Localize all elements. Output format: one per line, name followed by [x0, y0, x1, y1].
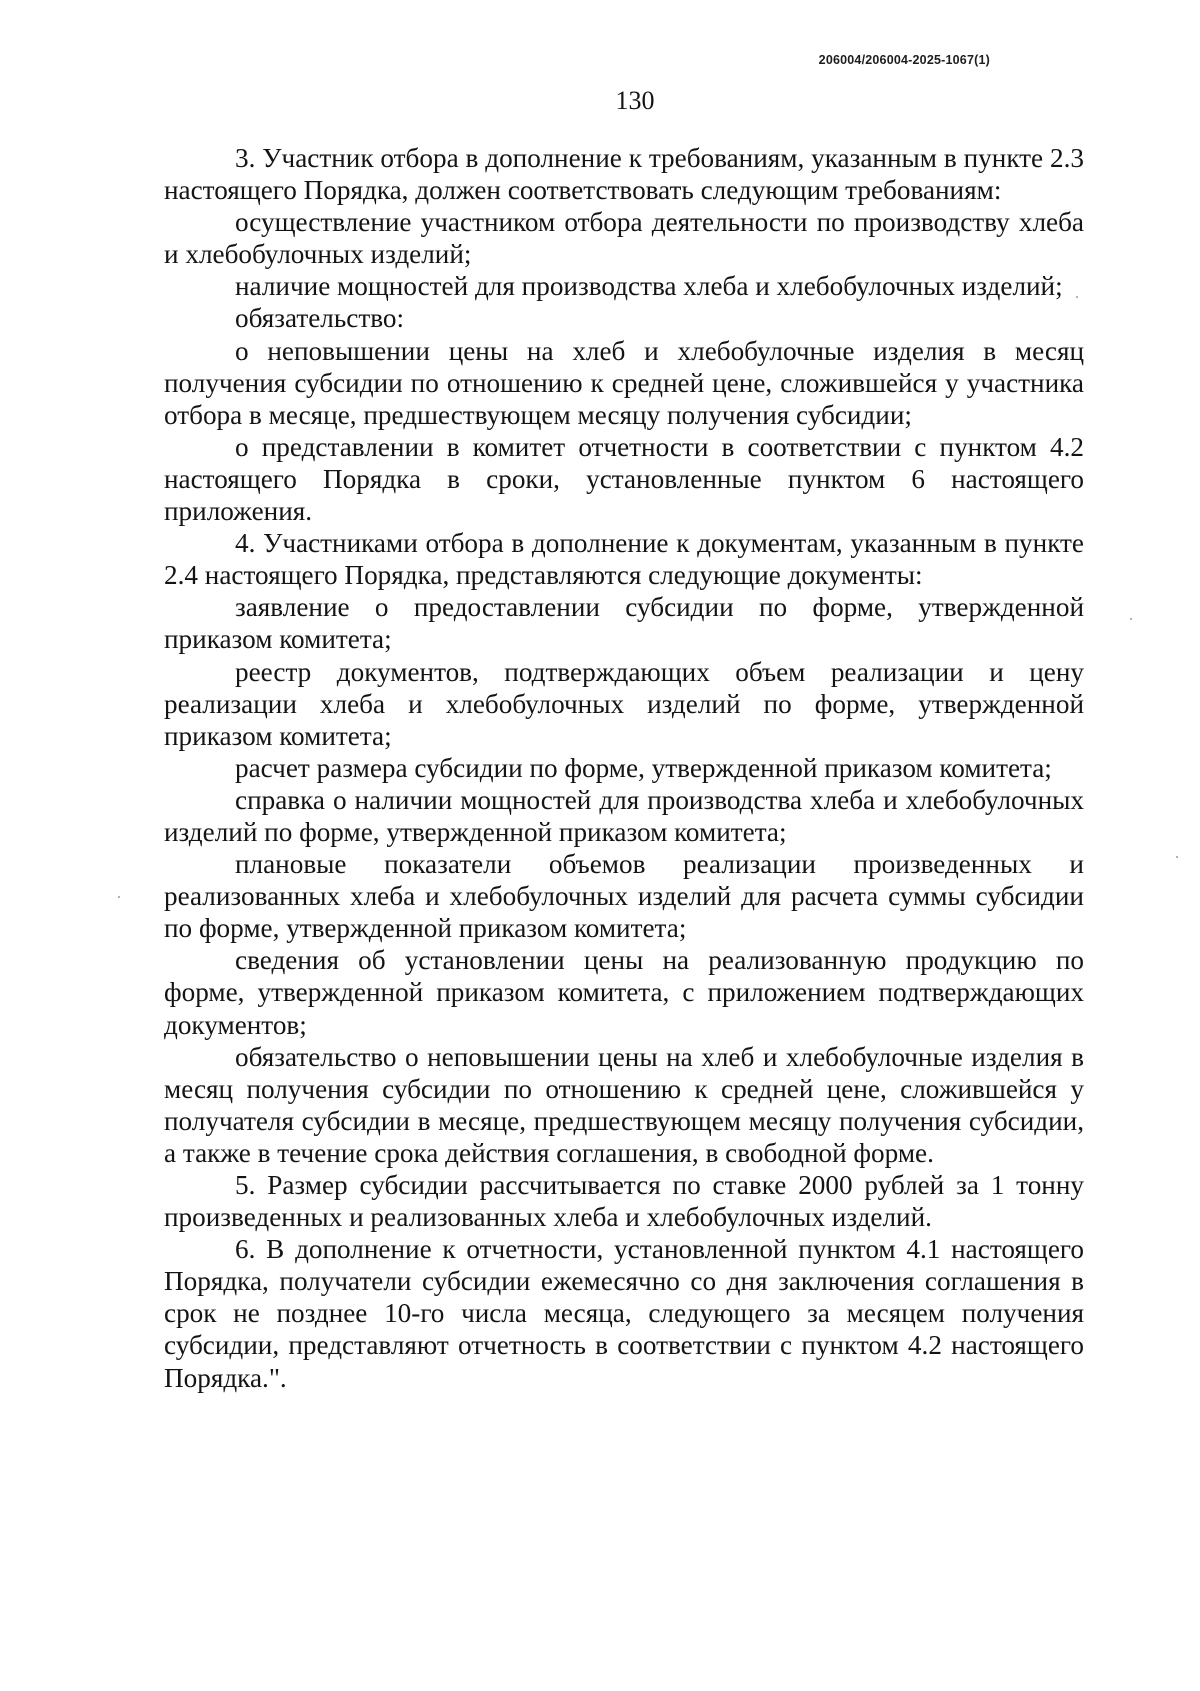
scan-speck	[1176, 856, 1178, 858]
document-body	[164, 142, 1084, 1394]
paragraph: 3. Участник отбора в дополнение к требованиям, указанным в пункте 2.3 настоящего Порядка, должен соответствовать следующим требованиям:	[164, 143, 1084, 206]
page-number: 130	[615, 86, 655, 115]
paragraph: обязательство:	[235, 303, 405, 334]
paragraph: о неповышении цены на хлеб и хлебобулочные изделия в месяц получения субсидии по отношению к средней цене, сложившейся у участника отбора в месяце, предшествующем месяцу получения субсидии;	[164, 335, 1084, 430]
paragraph: реестр документов, подтверждающих объем реализации и цену реализации хлеба и хлебобулочных изделий по форме, утвержденной приказом комитета;	[164, 656, 1084, 751]
paragraph: сведения об установлении цены на реализованную продукцию по форме, утвержденной приказом комитета, с приложением подтверждающих документов;	[164, 945, 1084, 1040]
paragraph: 5. Размер субсидии рассчитывается по ставке 2000 рублей за 1 тонну произведенных и реализованных хлеба и хлебобулочных изделий.	[164, 1170, 1084, 1233]
paragraph: плановые показатели объемов реализации произведенных и реализованных хлеба и хлебобулочных изделий для расчета суммы субсидии по форме, утвержденной приказом комитета;	[164, 849, 1084, 944]
document-id: 206004/206004-2025-1067(1)	[818, 53, 990, 67]
paragraph: заявление о предоставлении субсидии по форме, утвержденной приказом комитета;	[164, 592, 1084, 655]
paragraph: наличие мощностей для производства хлеба и хлебобулочных изделий;	[235, 271, 1063, 302]
scan-speck	[1076, 296, 1078, 298]
scan-speck	[118, 896, 120, 898]
paragraph: 4. Участниками отбора в дополнение к документам, указанным в пункте 2.4 настоящего Порядка, представляются следующие документы:	[164, 528, 1084, 591]
paragraph: осуществление участником отбора деятельности по производству хлеба и хлебобулочных изделий;	[164, 207, 1084, 270]
paragraph: 6. В дополнение к отчетности, установленной пунктом 4.1 настоящего Порядка, получатели субсидии ежемесячно со дня заключения соглашения в срок не позднее 10-го числа месяца, следующего за месяцем получения субсидии, представляют отчетность в соответствии с пунктом 4.2 настоящего Порядка.".	[164, 1234, 1084, 1393]
paragraph: расчет размера субсидии по форме, утвержденной приказом комитета;	[235, 752, 1052, 783]
paragraph: справка о наличии мощностей для производства хлеба и хлебобулочных изделий по форме, утвержденной приказом комитета;	[164, 784, 1084, 847]
paragraph: обязательство о неповышении цены на хлеб и хлебобулочные изделия в месяц получения субсидии по отношению к средней цене, сложившейся у получателя субсидии в месяце, предшествующем месяцу получения субсидии, а также в течение срока действия соглашения, в свободной форме.	[164, 1041, 1084, 1168]
scan-speck	[1130, 618, 1132, 620]
paragraph: о представлении в комитет отчетности в соответствии с пунктом 4.2 настоящего Порядка в сроки, установленные пунктом 6 настоящего приложения.	[164, 431, 1084, 527]
